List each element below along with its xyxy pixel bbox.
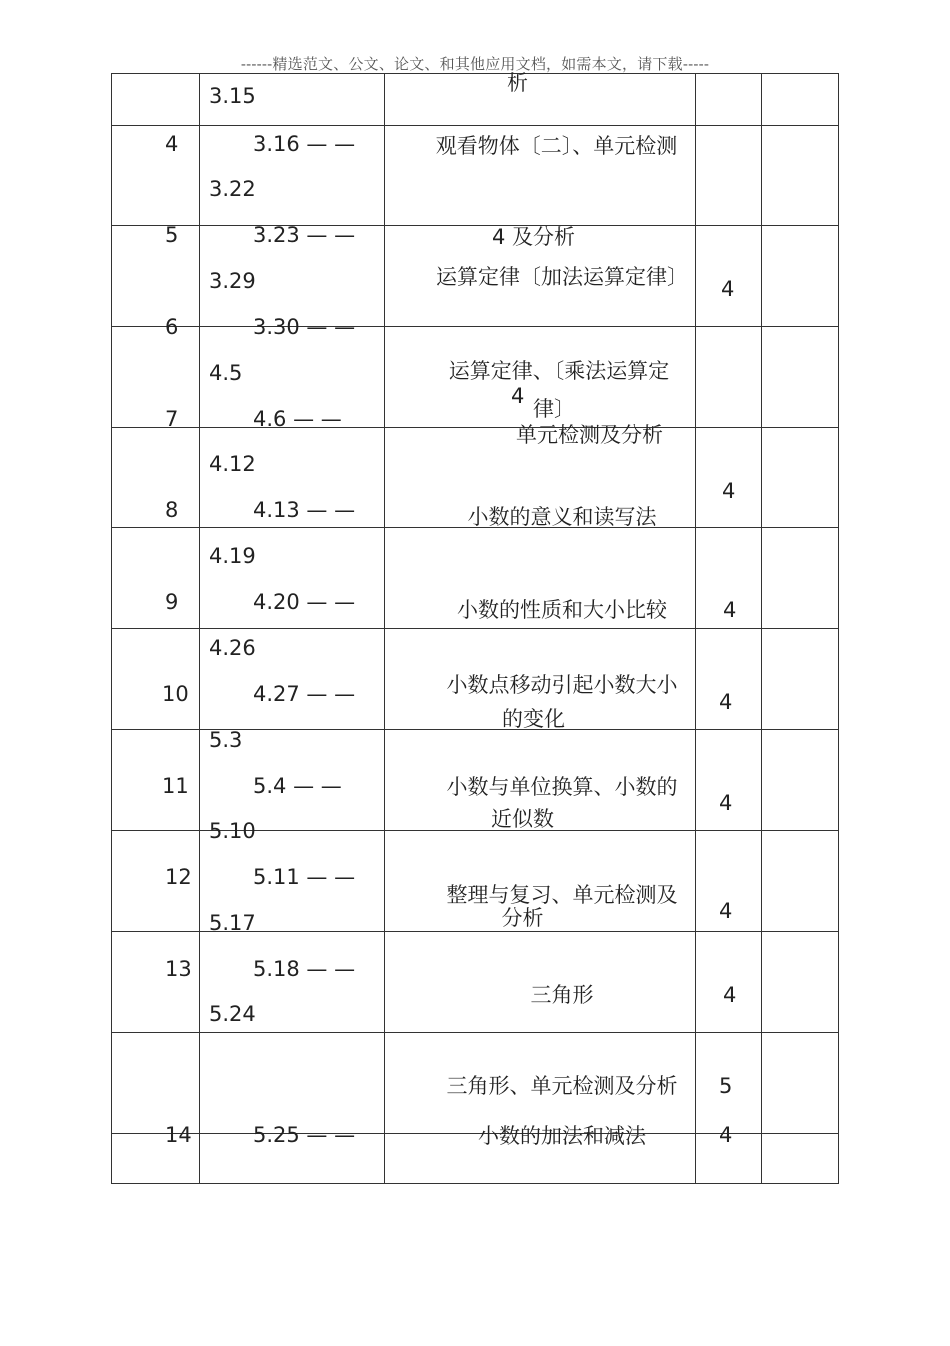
date-text: 3.30 — — — [253, 315, 356, 339]
lesson-content: 律〕 — [533, 397, 575, 421]
week-number: 13 — [165, 957, 192, 981]
week-number: 12 — [165, 865, 192, 889]
week-number: 8 — [165, 498, 179, 522]
date-text: 5.18 — — — [253, 957, 356, 981]
date-text: 5.11 — — — [253, 865, 356, 889]
date-text: 4.6 — — — [253, 407, 342, 431]
date-text: 5.4 — — — [253, 774, 342, 798]
week-number: 6 — [165, 315, 179, 339]
date-text: 4.20 — — — [253, 590, 356, 614]
lesson-content: 运算定律、〔乘法运算定 — [448, 359, 670, 383]
date-text: 4.26 — [209, 636, 256, 660]
date-text: 3.22 — [209, 177, 256, 201]
date-text: 4.5 — [209, 361, 243, 385]
table-row-divider — [111, 628, 839, 629]
date-text: 3.15 — [209, 84, 256, 108]
lesson-content: 单元检测及分析 — [516, 423, 663, 447]
date-text: 4.19 — [209, 544, 256, 568]
table-border-bottom — [111, 1183, 839, 1184]
hours-value: 4 — [719, 899, 733, 923]
date-text: 3.29 — [209, 269, 256, 293]
lesson-content: 小数的加法和减法 — [478, 1124, 646, 1148]
lesson-content: 小数点移动引起小数大小 — [446, 673, 678, 697]
table-row-divider — [111, 125, 839, 126]
date-text: 4.13 — — — [253, 498, 356, 522]
lesson-content: 小数的性质和大小比较 — [457, 598, 667, 622]
date-text: 5.25 — — — [253, 1123, 356, 1147]
lesson-content: 运算定律〔加法运算定律〕 — [436, 265, 688, 289]
date-text: 4.27 — — — [253, 682, 356, 706]
week-number: 4 — [165, 132, 179, 156]
lesson-content: 的变化 — [502, 707, 565, 731]
lesson-content: 4 及分析 — [491, 225, 576, 249]
hours-value: 4 — [722, 479, 736, 503]
week-number: 5 — [165, 223, 179, 247]
date-text: 3.23 — — — [253, 223, 356, 247]
hours-value: 4 — [719, 690, 733, 714]
week-number: 10 — [162, 682, 189, 706]
lesson-content: 整理与复习、单元检测及 — [446, 883, 678, 907]
date-text: 5.24 — [209, 1002, 256, 1026]
table-row-divider — [111, 1032, 839, 1033]
download-banner: ------精选范文、公文、论文、和其他应用文档，如需本文，请下载----- — [240, 55, 710, 73]
lesson-content: 观看物体〔二〕、单元检测 — [435, 134, 678, 158]
date-text: 5.17 — [209, 911, 256, 935]
lesson-content: 析 — [507, 71, 528, 95]
date-text: 5.3 — [209, 728, 243, 752]
hours-value: 4 — [723, 598, 737, 622]
hours-value: 4 — [723, 983, 737, 1007]
lesson-content: 分析 — [501, 906, 544, 930]
lesson-content: 小数与单位换算、小数的 — [446, 775, 678, 799]
lesson-content: 三角形 — [530, 983, 594, 1007]
hours-value: 4 — [719, 1123, 733, 1147]
week-number: 7 — [165, 407, 179, 431]
week-number: 11 — [162, 774, 189, 798]
hours-value: 5 — [719, 1074, 733, 1098]
lesson-content: 小数的意义和读写法 — [467, 505, 657, 529]
date-text: 4.12 — [209, 452, 256, 476]
date-text: 3.16 — — — [253, 132, 356, 156]
lesson-content: 4 — [511, 384, 525, 408]
lesson-content: 近似数 — [491, 807, 554, 831]
week-number: 14 — [165, 1123, 192, 1147]
lesson-content: 三角形、单元检测及分析 — [446, 1074, 678, 1098]
week-number: 9 — [165, 590, 179, 614]
table-row-divider — [111, 326, 839, 327]
hours-value: 4 — [721, 277, 735, 301]
date-text: 5.10 — [209, 819, 256, 843]
hours-value: 4 — [719, 791, 733, 815]
